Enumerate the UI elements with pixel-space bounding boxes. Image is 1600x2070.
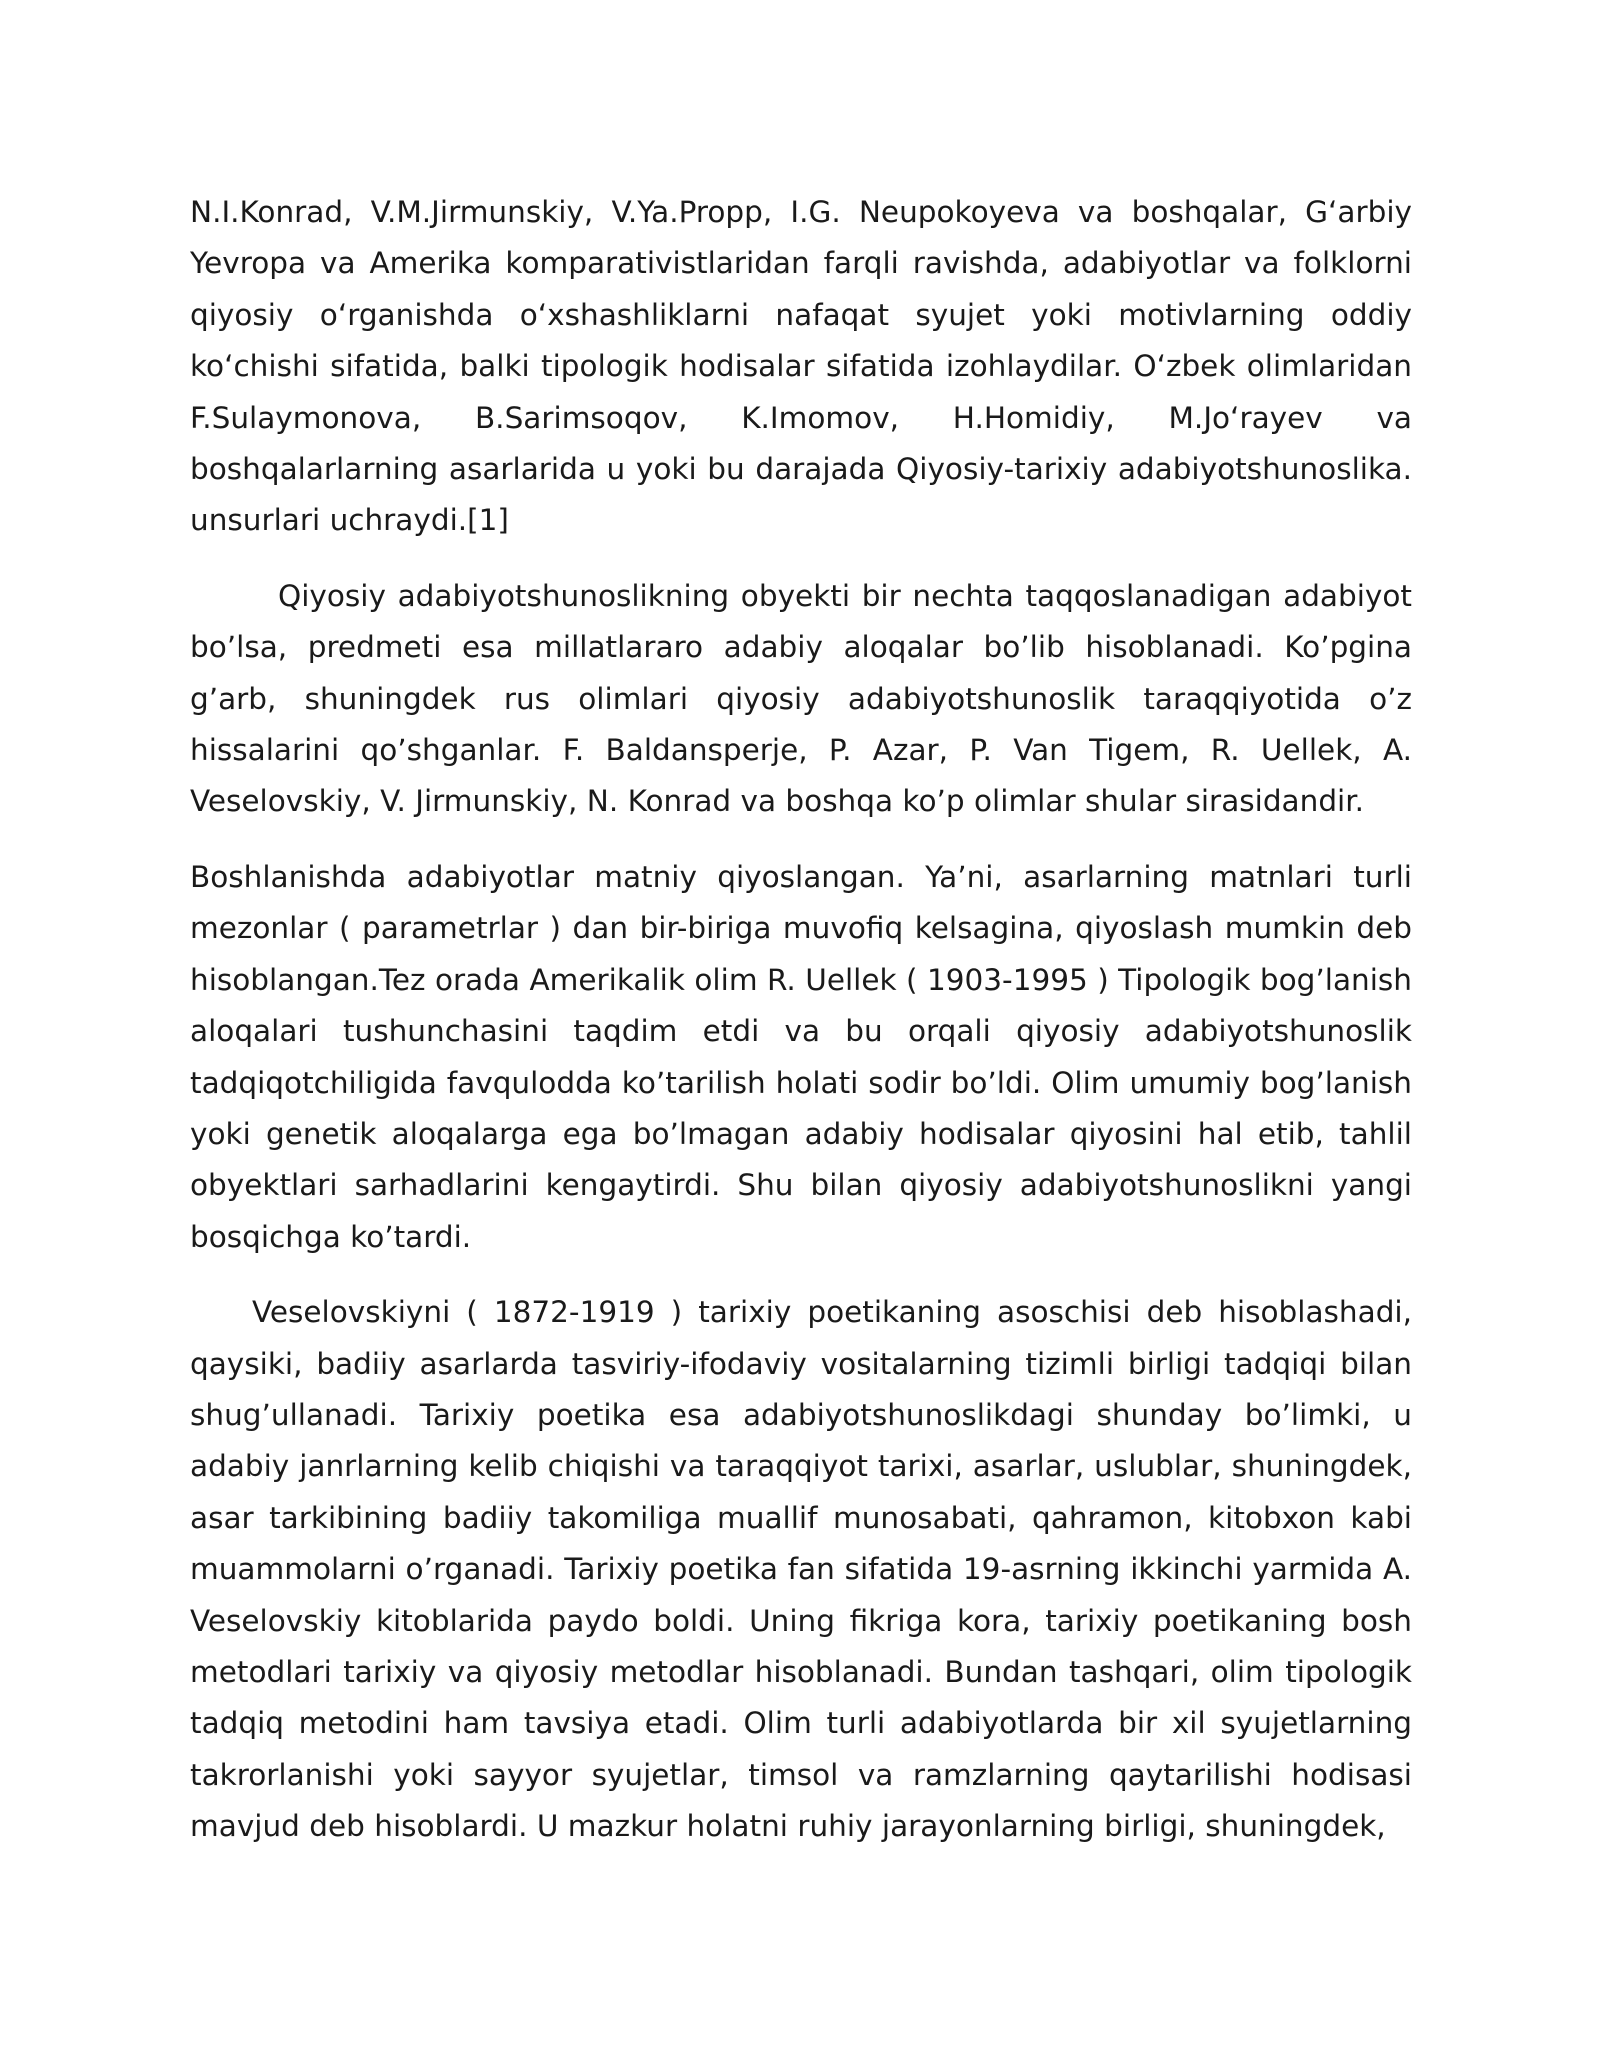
- paragraph-object-subject: Qiyosiy adabiyotshunoslikning obyekti bir nechta taqqoslanadigan adabiyot bo’lsa, predmeti esa millatlararo adabiy aloqalar bo’lib hisoblanadi. Ko’pgina g’arb, shuningdek rus olimlari qiyosiy adabiyotshunoslik taraqqiyotida o’z hissalarini qo’shganlar. F. Baldansperje, P. Azar, P. Van Tigem, R. Uellek, A. Veselovskiy, V. Jirmunskiy, N. Konrad va boshqa ko’p olimlar shular sirasidandir.: [190, 578, 1412, 819]
- paragraph-textual-comparison: Boshlanishda adabiyotlar matniy qiyoslangan. Ya’ni, asarlarning matnlari turli mezonlar ( parametrlar ) dan bir-biriga muvofiq kelsagina, qiyoslash mumkin deb hisoblangan.Tez orada Amerikalik olim R. Uellek ( 1903-1995 ) Tipologik bog’lanish aloqalari tushunchasini taqdim etdi va bu orqali qiyosiy adabiyotshunoslik tadqiqotchiligida favqulodda ko’tarilish holati sodir bo’ldi. Olim umumiy bog’lanish yoki genetik aloqalarga ega bo’lmagan adabiy hodisalar qiyosini hal etib, tahlil obyektlari sarhadlarini kengaytirdi. Shu bilan qiyosiy adabiyotshunoslikni yangi bosqichga ko’tardi.: [190, 859, 1412, 1254]
- document-body: [190, 187, 1412, 1877]
- paragraph-historical-poetics: Veselovskiyni ( 1872-1919 ) tarixiy poetikaning asoschisi deb hisoblashadi, qaysiki, badiiy asarlarda tasviriy-ifodaviy vositalarning tizimli birligi tadqiqi bilan shug’ullanadi. Tarixiy poetika esa adabiyotshunoslikdagi shunday bo’limki, u adabiy janrlarning kelib chiqishi va taraqqiyot tarixi, asarlar, uslublar, shuningdek, asar tarkibining badiiy takomiliga muallif munosabati, qahramon, kitobxon kabi muammolarni o’rganadi. Tarixiy poetika fan sifatida 19-asrning ikkinchi yarmida A. Veselovskiy kitoblarida paydo boldi. Uning fikriga kora, tarixiy poetikaning bosh metodlari tarixiy va qiyosiy metodlar hisoblanadi. Bundan tashqari, olim tipologik tadqiq metodini ham tavsiya etadi. Olim turli adabiyotlarda bir xil syujetlarning takrorlanishi yoki sayyor syujetlar, timsol va ramzlarning qaytarilishi hodisasi mavjud deb hisoblardi. U mazkur holatni ruhiy jarayonlarning birligi, shuningdek,: [190, 1295, 1412, 1844]
- paragraph-comparativists: N.I.Konrad, V.M.Jirmunskiy, V.Ya.Propp, I.G. Neupokoyeva va boshqalar, G‘arbiy Yevropa va Amerika komparativistlaridan farqli ravishda, adabiyotlar va folklorni qiyosiy o‘rganishda o‘xshashliklarni nafaqat syujet yoki motivlarning oddiy ko‘chishi sifatida, balki tipologik hodisalar sifatida izohlaydilar. O‘zbek olimlaridan F.Sulaymonova, B.Sarimsoqov, K.Imomov, H.Homidiy, M.Jo‘rayev va boshqalarlarning asarlarida u yoki bu darajada Qiyosiy-tarixiy adabiyotshunoslika. unsurlari uchraydi.[1]: [190, 195, 1412, 538]
